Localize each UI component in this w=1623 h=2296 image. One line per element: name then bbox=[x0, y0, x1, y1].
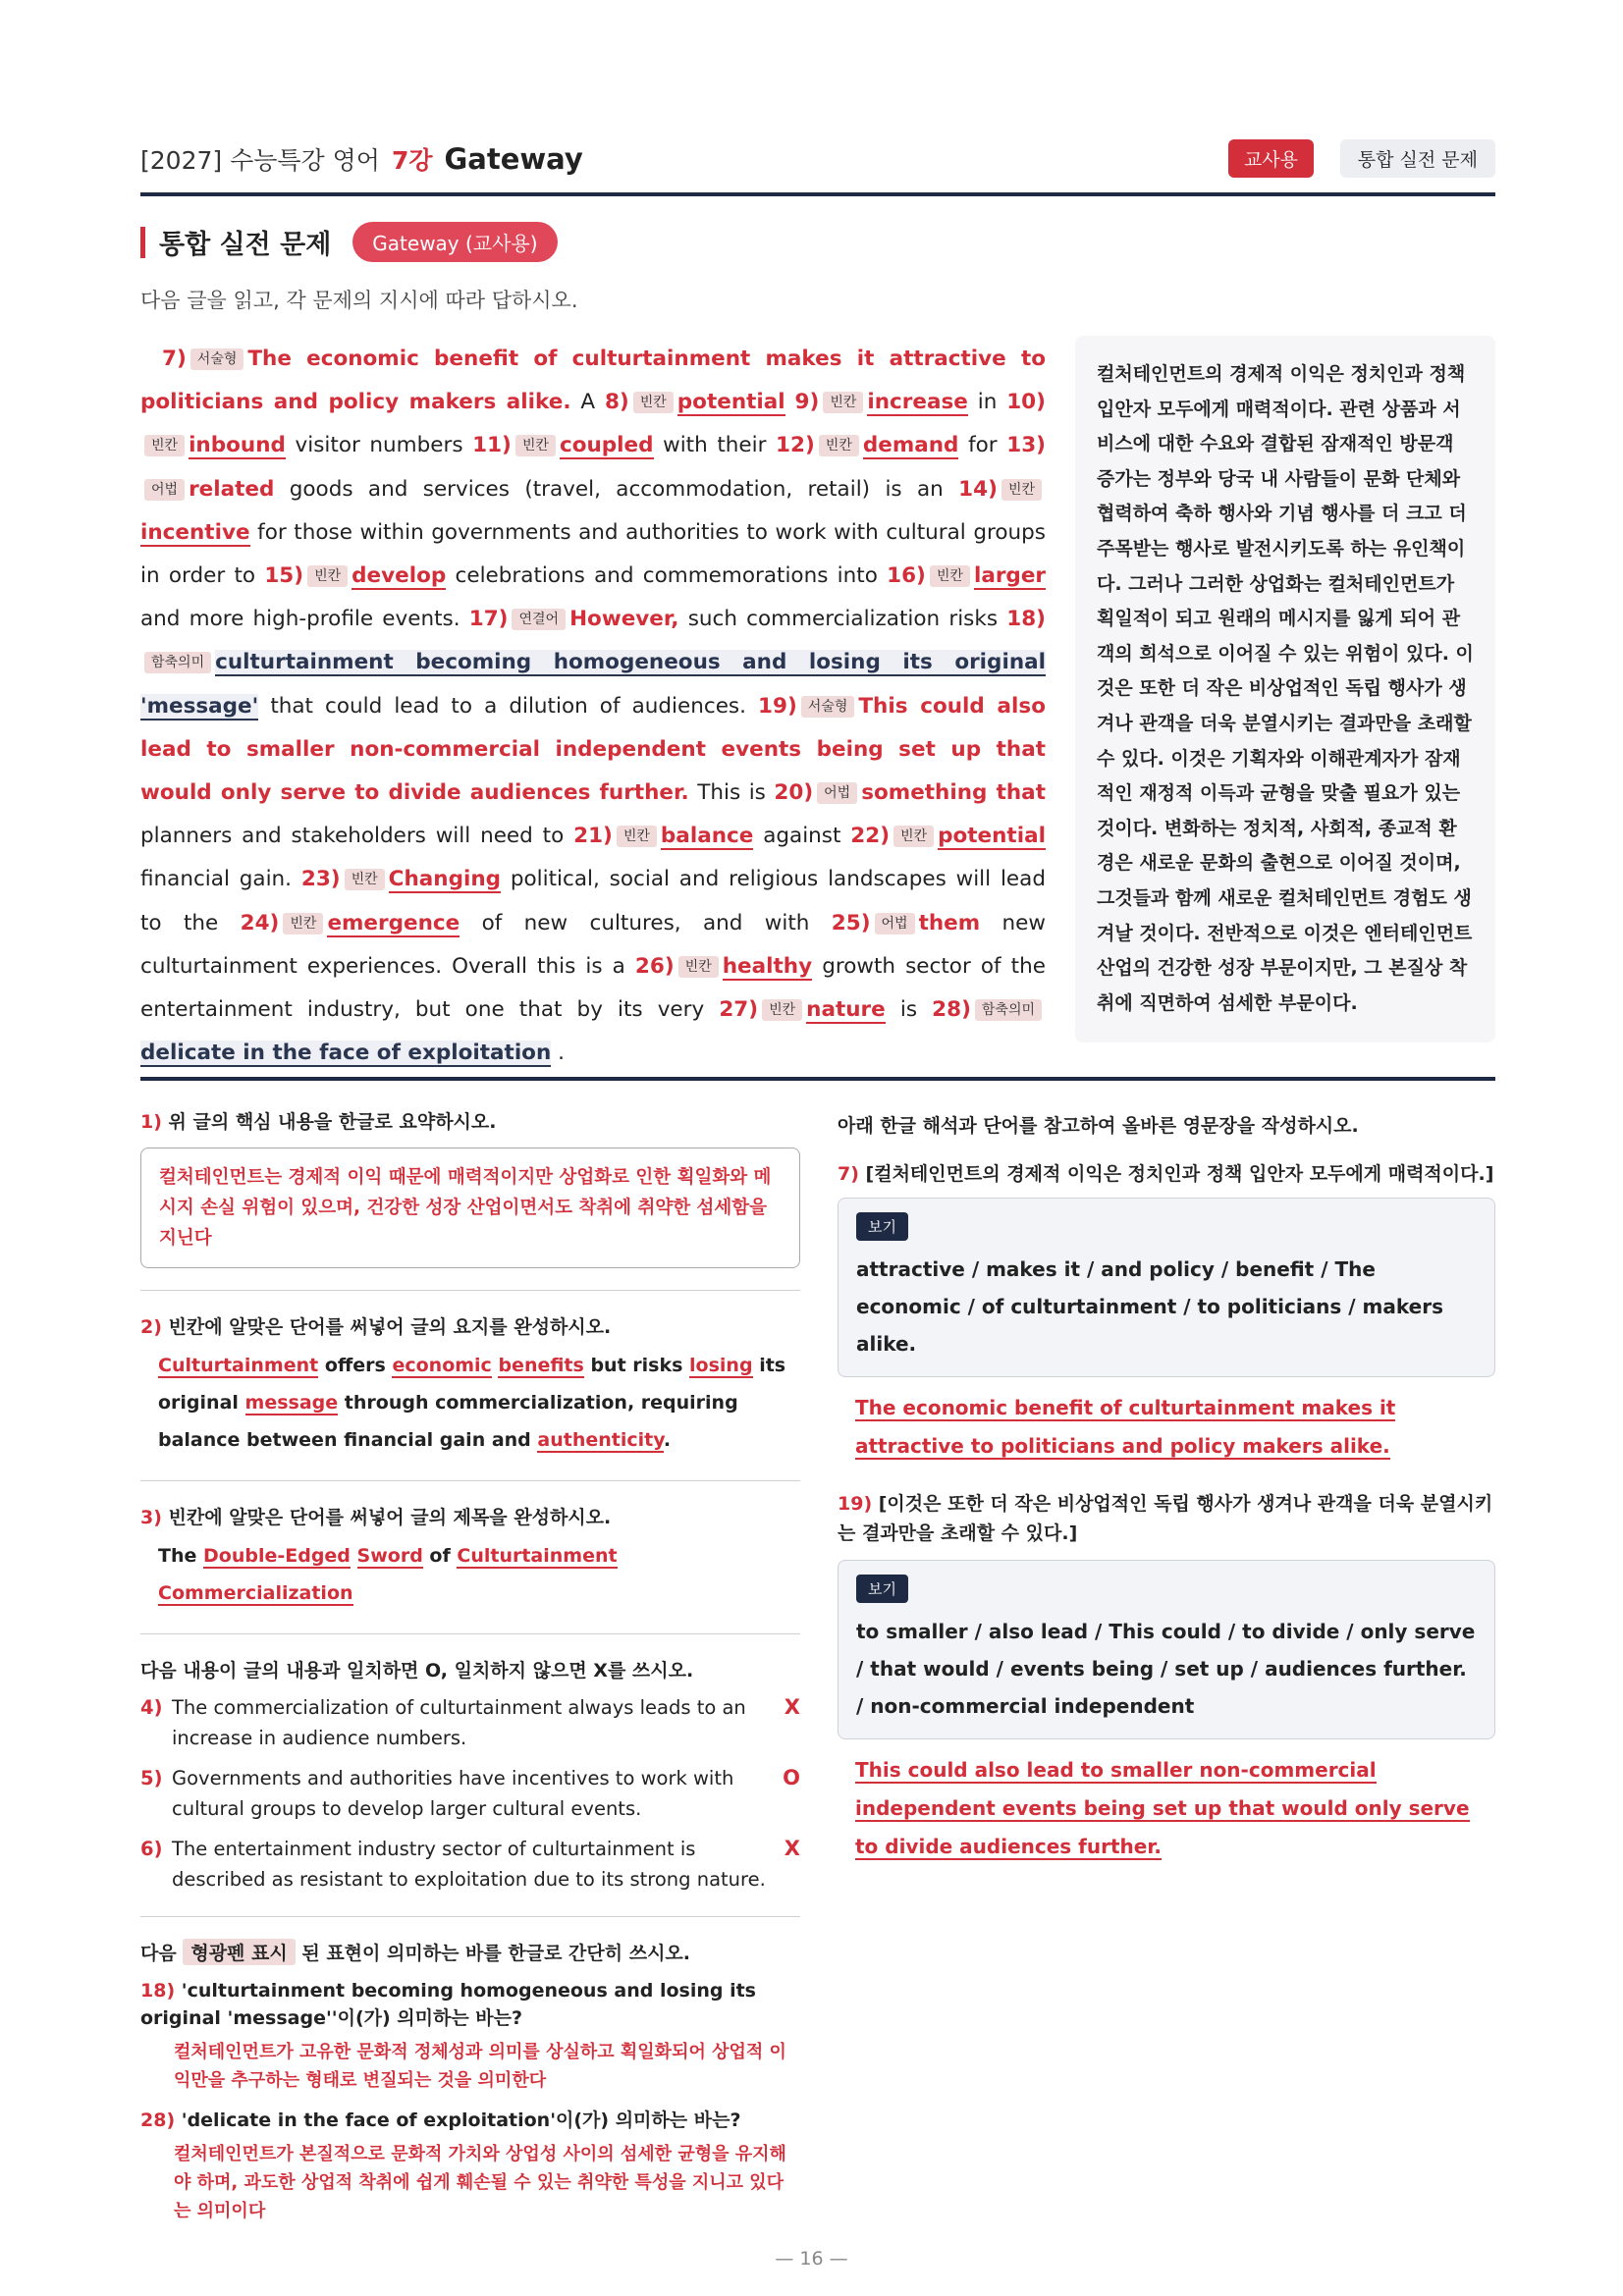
highlight-28: delicate in the face of exploitation bbox=[140, 1041, 552, 1066]
answer-23: Changing bbox=[388, 867, 502, 892]
answer-12: demand bbox=[862, 433, 959, 458]
left-column bbox=[140, 1107, 800, 2225]
section-pill: Gateway (교사용) bbox=[352, 222, 557, 262]
word-chunks-7: attractive / makes it / and policy / benefit / The economic / of culturtainment / to politicians / makers alike. bbox=[856, 1257, 1443, 1356]
compose-answer-19: This could also lead to smaller non-commercial independent events being set up that would only serve to divide audiences further. bbox=[855, 1758, 1470, 1858]
answer-15: develop bbox=[352, 563, 447, 589]
answer-26: healthy bbox=[722, 953, 813, 979]
question-1-prompt: 1) 위 글의 핵심 내용을 한글로 요약하시오. bbox=[140, 1111, 497, 1133]
highlight-18: culturtainment becoming homogeneous and losing its original 'message' bbox=[140, 650, 1046, 719]
divider bbox=[140, 1633, 800, 1634]
header-lesson: 7강 bbox=[391, 146, 433, 175]
ox-item: 6) The entertainment industry sector of culturtainment is described as resistant to exploitation due to its strong nature. X bbox=[140, 1834, 800, 1895]
meaning-prompt: 다음 형광펜 표시 된 표현이 의미하는 바를 한글로 간단히 쓰시오. bbox=[140, 1939, 800, 1965]
title-fill-in: The Double-Edged Sword of Culturtainment Commercialization bbox=[158, 1545, 618, 1604]
section-badge: 통합 실전 문제 bbox=[1340, 139, 1495, 178]
answer-9: increase bbox=[867, 390, 968, 415]
ox-mark: X bbox=[784, 1695, 800, 1719]
meaning-question-28: 28) 'delicate in the face of exploitation'이(가) 의미하는 바는? bbox=[140, 2109, 741, 2131]
word-box-19 bbox=[838, 1560, 1495, 1739]
divider bbox=[140, 1916, 800, 1917]
translation-box: 컬처테인먼트의 경제적 이익은 정치인과 정책 입안자 모두에게 매력적이다. 관련 상품과 서비스에 대한 수요와 결합된 잠재적인 방문객 증가는 정부와 당국 내 사람들이 문화 단체와 협력하여 축하 행사와 기념 행사를 더 크고 더 주목받는 행사로 발전시키도록 하는 유인책이다. 그러나 그러한 상업화는 컬처테인먼트가 획일적이 되고 원래의 메시지를 잃게 되어 관객의 희석으로 이어질 수 있는 위험이 있다. 이것은 또한 더 작은 비상업적인 독립 행사가 생겨나 관객을 더욱 분열시키는 결과만을 초래할 수 있다. 이것은 기획자와 이해관계자가 잠재적인 재정적 이득과 균형을 맞출 필요가 있는 것이다. 변화하는 정치적, 사회적, 종교적 환경은 새로운 문화의 출현으로 이어질 것이며, 그것들과 함께 새로운 컬처테인먼트 경험도 생겨날 것이다. 전반적으로 이것은 엔터테인먼트 산업의 건강한 성장 부문이지만, 그 본질상 착취에 직면하여 섬세한 부문이다. bbox=[1075, 336, 1495, 1042]
answer-16: larger bbox=[973, 563, 1047, 589]
header-title: Gateway bbox=[444, 142, 583, 176]
answer-20: something that bbox=[861, 780, 1046, 806]
compose-prompt: 아래 한글 해석과 단어를 참고하여 올바른 영문장을 작성하시오. bbox=[838, 1115, 1359, 1137]
ox-mark: O bbox=[783, 1766, 800, 1789]
right-column bbox=[838, 1107, 1495, 1866]
meaning-answer-28: 컬처테인먼트가 본질적으로 문화적 가치와 상업성 사이의 섬세한 균형을 유지해야 하며, 과도한 상업적 착취에 쉽게 훼손될 수 있는 취약한 특성을 지니고 있다는 의미이다 bbox=[174, 2144, 786, 2221]
instruction: 다음 글을 읽고, 각 문제의 지시에 따라 답하시오. bbox=[140, 289, 578, 312]
divider bbox=[140, 1480, 800, 1481]
page-header bbox=[140, 135, 1495, 194]
ox-mark: X bbox=[784, 1837, 800, 1860]
meaning-answer-18: 컬처테인먼트가 고유한 문화적 정체성과 의미를 상실하고 획일화되어 상업적 이익만을 추구하는 형태로 변질되는 것을 의미한다 bbox=[174, 2042, 786, 2091]
word-chunks-19: to smaller / also lead / This could / to divide / only serve / that would / events being / set up / audiences further. / non-commercial independent bbox=[856, 1620, 1476, 1718]
word-box-7 bbox=[838, 1198, 1495, 1377]
middle-rule bbox=[140, 1077, 1495, 1081]
summary-answer-box: 컬처테인먼트는 경제적 이익 때문에 매력적이지만 상업화로 인한 획일화와 메시지 손실 위험이 있으며, 건강한 성장 산업이면서도 착취에 취약한 섬세함을 지닌다 bbox=[140, 1148, 800, 1268]
section-title-text: 통합 실전 문제 bbox=[159, 230, 332, 260]
tag: 서술형 bbox=[190, 348, 244, 370]
bogi-label: 보기 bbox=[856, 1212, 908, 1241]
compose-question-19: 19) [이것은 또한 더 작은 비상업적인 독립 행사가 생겨나 관객을 더욱 분열시키는 결과만을 초래할 수 있다.] bbox=[838, 1493, 1493, 1544]
answer-8: potential bbox=[676, 390, 785, 415]
answer-22: potential bbox=[938, 824, 1046, 849]
ox-prompt: 다음 내용이 글의 내용과 일치하면 O, 일치하지 않으면 X를 쓰시오. bbox=[140, 1660, 694, 1682]
answer-13: related bbox=[189, 476, 275, 502]
question-3-prompt: 3) 빈칸에 알맞은 단어를 써넣어 글의 제목을 완성하시오. bbox=[140, 1507, 612, 1528]
bogi-label: 보기 bbox=[856, 1575, 908, 1603]
header-rule bbox=[140, 192, 1495, 196]
highlighter-tag: 형광펜 표시 bbox=[183, 1939, 295, 1965]
divider bbox=[140, 1290, 800, 1291]
answer-14: incentive bbox=[140, 519, 250, 545]
answer-10: inbound bbox=[189, 433, 286, 458]
answer-17: However, bbox=[569, 607, 679, 632]
section-title bbox=[140, 222, 558, 261]
target-sentence-7: The economic benefit of culturtainment makes it attractive to politicians and policy makers alike. bbox=[140, 347, 1046, 415]
answer-21: balance bbox=[660, 824, 754, 849]
meaning-question-18: 18) 'culturtainment becoming homogeneous and losing its original 'message''이(가) 의미하는 바는? bbox=[140, 1980, 756, 2029]
page-number: — 16 — bbox=[775, 2248, 848, 2269]
gist-fill-in: Culturtainment offers economic benefits but risks losing its original message through commercialization, requiring balance between financial gain and authenticity. bbox=[158, 1355, 786, 1451]
compose-answer-7: The economic benefit of culturtainment makes it attractive to politicians and policy makers alike. bbox=[855, 1396, 1396, 1458]
compose-question-7: 7) [컬처테인먼트의 경제적 이익은 정치인과 정책 입안자 모두에게 매력적이다.] bbox=[838, 1163, 1494, 1185]
answer-24: emergence bbox=[327, 910, 460, 935]
passage: 7) 서술형 The economic benefit of culturtainment makes it attractive to politicians and policy makers alike. A 8) 빈칸 potential 9) 빈칸 increase in 10)빈칸 inbound visitor numbers 11) 빈칸 coupled with their 12) 빈칸 demand for 13)어법 related goods and services (travel, accommodation, retail) is an 14) 빈칸incentive for those within governments and authorities to work with cultural groups in order to 15) 빈칸 develop celebrations and commemorations into 16) 빈칸 larger and more high-profile events. 17) 연결어 However, such commercialization risks 18)함축의미 culturtainment becoming homogeneous and losing its original 'message' that could lead to a dilution of audiences. 19) 서술형 This could also lead to smaller non-commercial independent events being set up that would only serve to divide audiences further. This is 20) 어법 something that planners and stakeholders will need to 21) 빈칸 balance against 22) 빈칸 potential financial gain. 23) 빈칸 Changing political, social and religious landscapes will lead to the 24) 빈칸 emergence of new cultures, and with 25) 어법 them new culturtainment experiences. Overall this is a 26) 빈칸 healthy growth sector of the entertainment industry, but one that by its very 27) 빈칸 nature is 28) 함축의미delicate in the face of exploitation . bbox=[140, 347, 1047, 1066]
answer-11: coupled bbox=[559, 433, 654, 458]
header-prefix: [2027] 수능특강 영어 bbox=[140, 146, 380, 175]
answer-25: them bbox=[918, 910, 981, 935]
target-sentence-19: This could also lead to smaller non-commercial independent events being set up that would only serve to divide audiences further. bbox=[140, 693, 1046, 806]
section-accent-bar bbox=[140, 227, 145, 258]
ox-item: 5) Governments and authorities have incentives to work with cultural groups to develop larger cultural events. O bbox=[140, 1763, 800, 1824]
question-2-prompt: 2) 빈칸에 알맞은 단어를 써넣어 글의 요지를 완성하시오. bbox=[140, 1316, 612, 1338]
teacher-badge: 교사용 bbox=[1228, 139, 1314, 178]
answer-27: nature bbox=[806, 997, 886, 1023]
ox-item: 4) The commercialization of culturtainment always leads to an increase in audience numbers. X bbox=[140, 1692, 800, 1753]
header-title-group bbox=[140, 141, 583, 177]
